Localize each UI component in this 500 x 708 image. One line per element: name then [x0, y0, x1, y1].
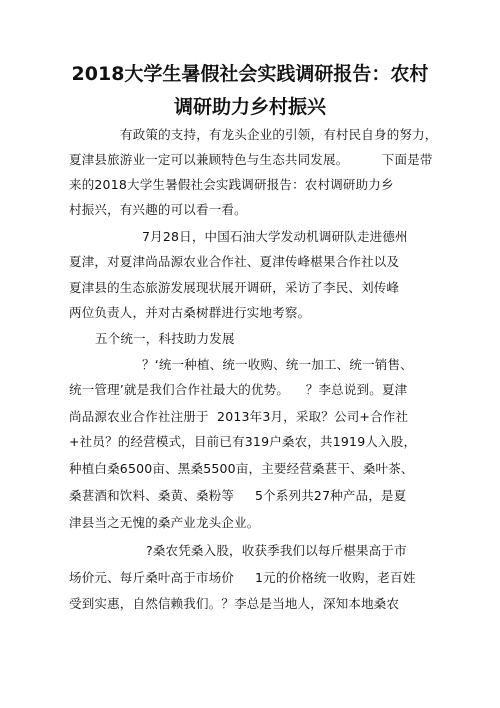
body-line-16: 津县当之无愧的桑产业龙头企业。: [69, 515, 260, 530]
body-line-8: 两位负责人，并对古桑树群进行实地考察。: [69, 305, 311, 320]
body-line-1: 有政策的支持，有龙头企业的引领，有村民自身的努力，: [120, 127, 438, 142]
body-line-18: 场价元、每斤桑叶高于市场价 1元的价格统一收购，老百姓: [69, 570, 416, 585]
body-line-2: 夏津县旅游业一定可以兼顾特色与生态共同发展。 下面是带: [69, 152, 433, 167]
body-line-3: 来的2018大学生暑假社会实践调研报告：农村调研助力乡: [69, 177, 394, 192]
body-line-17: ?桑农凭桑入股，收获季我们以每斤椹果高于市: [146, 543, 407, 558]
body-line-5: 7月28日，中国石油大学发动机调研队走进德州: [142, 229, 408, 244]
body-line-4: 村振兴，有兴趣的可以看一看。: [69, 202, 247, 217]
document-title-line-2: 调研助力乡村振兴: [173, 96, 326, 118]
section-heading: 五个统一，科技助力发展: [95, 331, 235, 346]
document-title-line-1: 2018大学生暑假社会实践调研报告：农村: [71, 63, 429, 85]
body-line-11: 统一管理’就是我们合作社最大的优势。 ？李总说到。夏津: [69, 382, 408, 397]
body-line-12: 尚品源农业合作社注册于 2013年3月，采取？公司+合作社: [69, 409, 409, 424]
body-line-15: 桑葚酒和饮料、桑黄、桑粉等 5个系列共27种产品，是夏: [69, 488, 407, 503]
body-line-7: 夏津县的生态旅游发展现状展开调研，采访了李民、刘传峰: [69, 280, 400, 295]
body-line-10: ？‘统一种植、统一收购、统一加工、统一销售、: [142, 357, 413, 372]
body-line-14: 种植白桑6500亩、黑桑5500亩，主要经营桑葚干、桑叶茶、: [69, 461, 414, 476]
body-line-13: +社员？的经营模式，目前已有319户桑农，共1919人入股，: [69, 434, 417, 449]
body-line-6: 夏津，对夏津尚品源农业合作社、夏津传峰椹果合作社以及: [69, 254, 400, 269]
body-line-19: 受到实惠，自然信赖我们。？李总是当地人，深知本地桑农: [69, 596, 400, 611]
